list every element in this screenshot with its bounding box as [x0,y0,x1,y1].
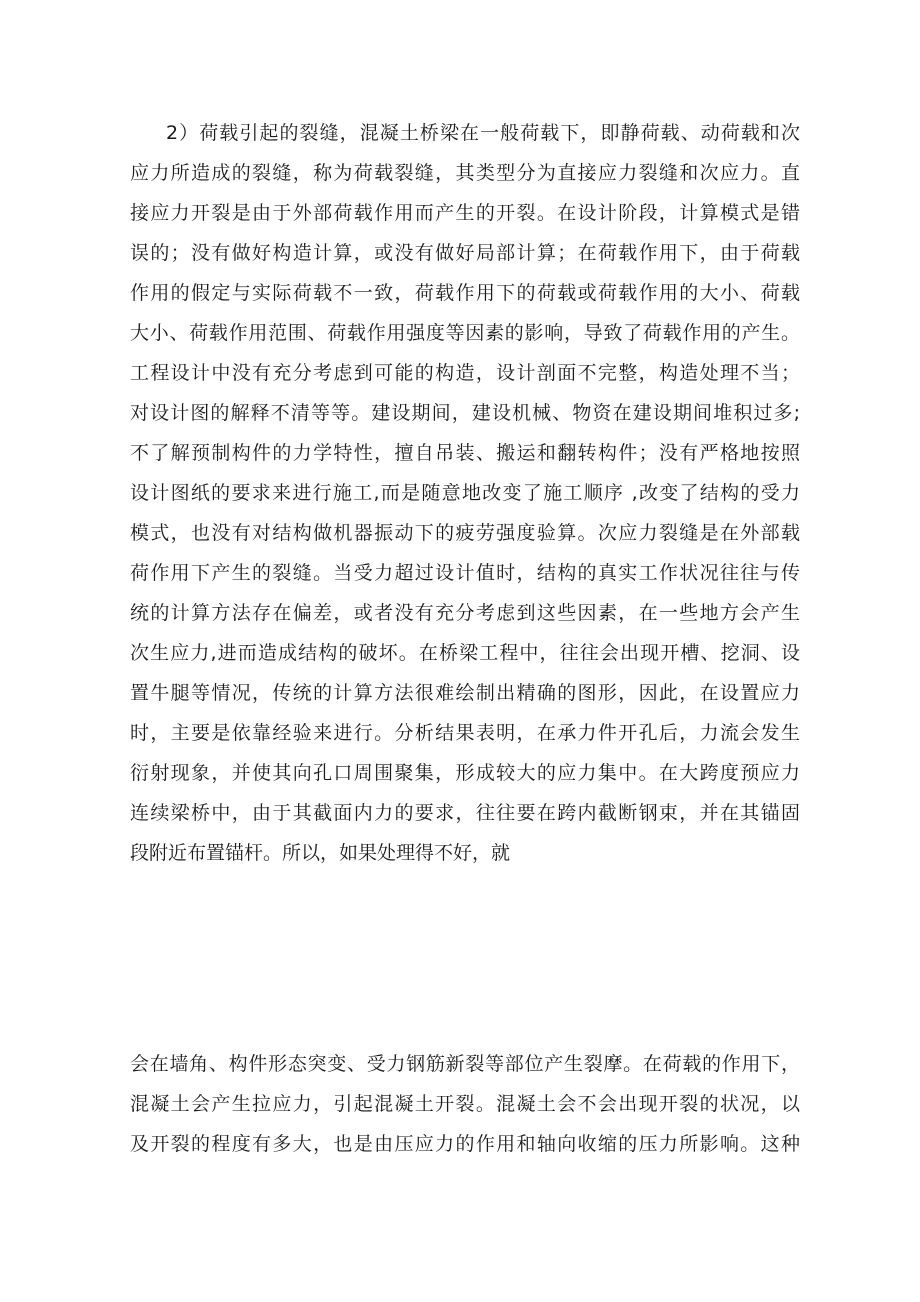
text-line: 2）荷载引起的裂缝，混凝土桥梁在一般荷载下，即静荷载、动荷载和次 [166,122,800,144]
text-line: 应力所造成的裂缝，称为荷载裂缝，其类型分为直接应力裂缝和次应力。直 [130,162,800,184]
text-line: 不了解预制构件的力学特性，擅自吊装、搬运和翻转构件；没有严格地按照 [130,442,800,464]
text-line: 工程设计中没有充分考虑到可能的构造，设计剖面不完整，构造处理不当； [130,362,800,384]
text-line: 对设计图的解释不清等等。建设期间，建设机械、物资在建设期间堆积过多; [130,402,800,424]
text-line: 误的；没有做好构造计算，或没有做好局部计算；在荷载作用下，由于荷载 [130,242,800,264]
text-line: 次生应力,进而造成结构的破坏。在桥梁工程中，往往会出现开槽、挖洞、设 [130,642,800,664]
paragraph-continuation [130,1044,800,1164]
text-line: 模式，也没有对结构做机器振动下的疲劳强度验算。次应力裂缝是在外部载 [130,522,800,544]
text-line: 作用的假定与实际荷载不一致，荷载作用下的荷载或荷载作用的大小、荷载 [130,282,800,304]
paragraph-load-cracks [130,113,800,873]
text-line: 及开裂的程度有多大，也是由压应力的作用和轴向收缩的压力所影响。这种 [130,1133,800,1155]
text-line: 统的计算方法存在偏差，或者没有充分考虑到这些因素，在一些地方会产生 [130,602,800,624]
text-line: 大小、荷载作用范围、荷载作用强度等因素的影响，导致了荷载作用的产生。 [130,322,800,344]
text-line: 设计图纸的要求来进行施工,而是随意地改变了施工顺序 ,改变了结构的受力 [130,482,800,504]
text-line: 段附近布置锚杆。所以，如果处理得不好，就 [130,842,511,864]
text-line: 时，主要是依靠经验来进行。分析结果表明，在承力件开孔后，力流会发生 [130,722,800,744]
text-line: 置牛腿等情况，传统的计算方法很难绘制出精确的图形，因此，在设置应力 [130,682,800,704]
text-line: 衍射现象，并使其向孔口周围聚集，形成较大的应力集中。在大跨度预应力 [130,762,800,784]
text-line: 接应力开裂是由于外部荷载作用而产生的开裂。在设计阶段，计算模式是错 [130,202,800,224]
text-line: 荷作用下产生的裂缝。当受力超过设计值时，结构的真实工作状况往往与传 [130,562,800,584]
text-line: 混凝土会产生拉应力，引起混凝土开裂。混凝土会不会出现开裂的状况，以 [130,1093,800,1115]
text-line: 连续梁桥中，由于其截面内力的要求，往往要在跨内截断钢束，并在其锚固 [130,802,800,824]
text-line: 会在墙角、构件形态突变、受力钢筋新裂等部位产生裂摩。在荷载的作用下， [130,1053,800,1075]
